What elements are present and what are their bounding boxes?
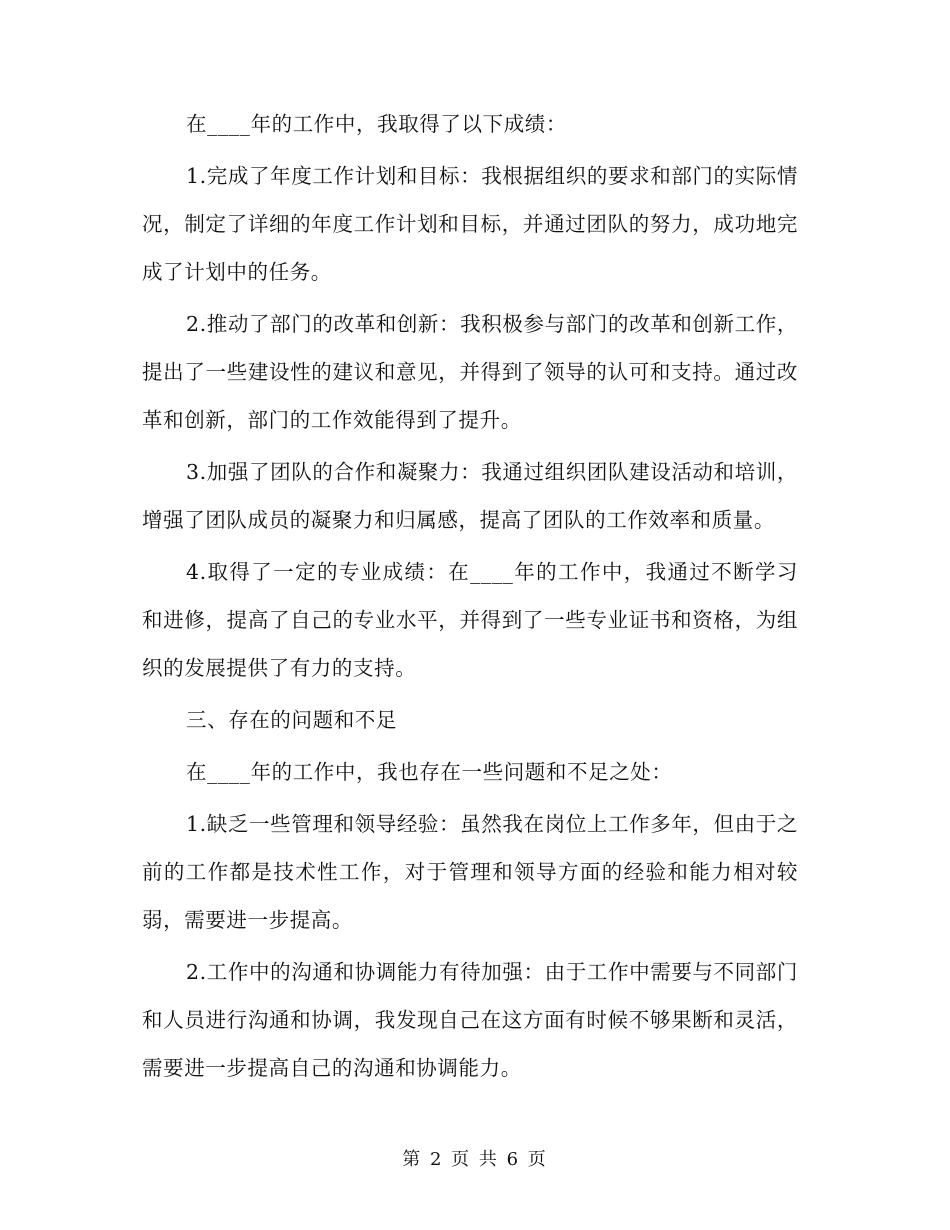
paragraph-problems-intro: 在____年的工作中，我也存在一些问题和不足之处： <box>186 760 673 784</box>
paragraph-achievement-4: 4.取得了一定的专业成绩：在____年的工作中，我通过不断学习和进修，提高了自己的专业水平，并得到了一些专业证书和资格，为组织的发展提供了有力的支持。 <box>142 560 798 680</box>
paragraph-problem-1: 1.缺乏一些管理和领导经验：虽然我在岗位上工作多年，但由于之前的工作都是技术性工作，对于管理和领导方面的经验和能力相对较弱，需要进一步提高。 <box>142 812 798 932</box>
paragraph-achievements-intro: 在____年的工作中，我取得了以下成绩： <box>186 112 567 136</box>
paragraph-achievement-1: 1.完成了年度工作计划和目标：我根据组织的要求和部门的实际情况，制定了详细的年度工作计划和目标，并通过团队的努力，成功地完成了计划中的任务。 <box>142 164 798 284</box>
page-number-footer: 第 2 页 共 6 页 <box>402 1149 548 1170</box>
paragraph-achievement-2: 2.推动了部门的改革和创新：我积极参与部门的改革和创新工作，提出了一些建设性的建议和意见，并得到了领导的认可和支持。通过改革和创新，部门的工作效能得到了提升。 <box>142 312 798 432</box>
document-body <box>142 100 798 1096</box>
paragraph-problem-2: 2.工作中的沟通和协调能力有待加强：由于工作中需要与不同部门和人员进行沟通和协调，我发现自己在这方面有时候不够果断和灵活，需要进一步提高自己的沟通和协调能力。 <box>142 960 798 1080</box>
section-heading-problems: 三、存在的问题和不足 <box>186 708 397 732</box>
paragraph-achievement-3: 3.加强了团队的合作和凝聚力：我通过组织团队建设活动和培训，增强了团队成员的凝聚力和归属感，提高了团队的工作效率和质量。 <box>142 460 798 532</box>
